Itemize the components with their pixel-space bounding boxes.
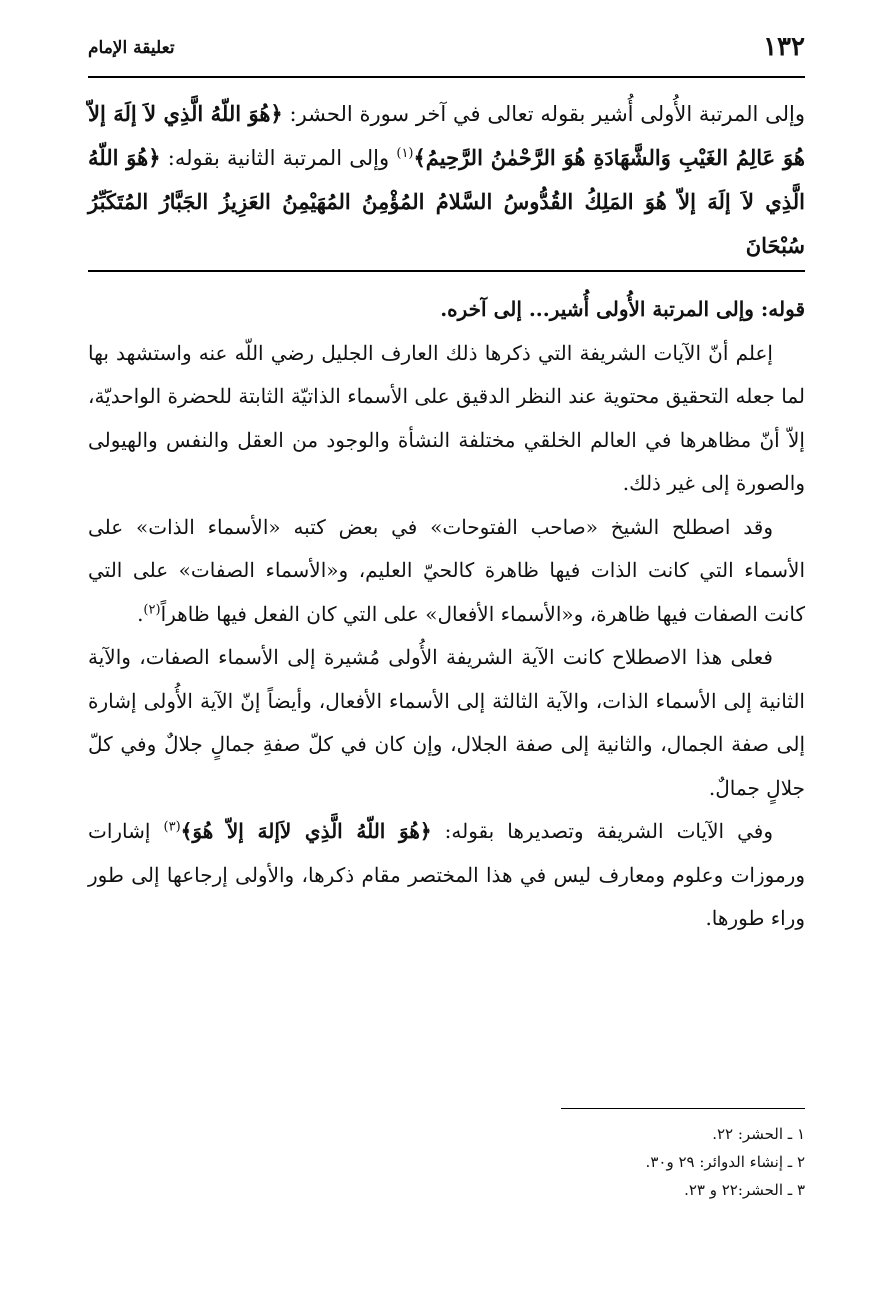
paragraph-text: . [137,601,144,626]
footnote-item: ١ ـ الحشر: ٢٢. [712,1125,805,1143]
footnote-ref[interactable]: (٣) [163,819,181,835]
paragraph-text: إشارات ورموزات وعلوم ومعارف ليس في هذا المختصر مقام ذكرها، والأولى إرجاعها إلى طور وراء طورها. [88,819,805,930]
matn-text-part: وإلى المرتبة الأُولى أُشير بقوله تعالى في آخر سورة الحشر: [282,102,805,126]
commentary-paragraph [88,506,805,637]
paragraph-text: وقد اصطلح الشيخ «صاحب الفتوحات» في بعض كتبه «الأسماء الذات» على الأسماء التي كانت الذات فيها ظاهرة كالحيّ العليم، و«الأسماء الصفات» على التي كانت الصفات فيها ظاهرة، و«الأسماء الأفعال» على التي كان الفعل فيها ظاهراً [88,514,805,626]
footnotes [88,1120,805,1204]
commentary-paragraph: فعلى هذا الاصطلاح كانت الآية الشريفة الأُولى مُشيرة إلى الأسماء الصفات، والآية الثانية إلى الأسماء الذات، والآية الثالثة إلى الأسماء الأفعال، وأيضاً إنّ الآية الأُولى إشارة إلى صفة الجمال، والثانية إلى صفة الجلال، وإن كان في كلّ صفةِ جمالٍ جلالٌ وفي كلّ جلالٍ جمالٌ. [88,645,805,800]
commentary-heading: قوله: وإلى المرتبة الأُولى أُشير... إلى آخره. [440,297,805,321]
matn-text-part: وإلى المرتبة الثانية بقوله: [160,146,397,170]
commentary-paragraph [88,810,805,941]
section-divider [88,270,805,272]
commentary-paragraph: إعلم أنّ الآيات الشريفة التي ذكرها ذلك العارف الجليل رضي اللّه عنه واستشهد بها لما جعله التحقيق محتوية عند النظر الدقيق على الأسماء الذاتيّة الثابتة للحضرة الواحديّة، إلاّ أنّ مظاهرها في العالم الخلقي مختلفة النشأة والوجود من العقل والنفس والهيولى والصورة إلى غير ذلك. [88,340,805,495]
quran-verse: ﴿هُوَ اللّهُ الَّذِي لاَ إلَهَ إلاّ هُوَ عَالِمُ الغَيْبِ وَالشَّهَادَةِ هُوَ الرَّحْمٰنُ الرَّحِيمُ﴾ [88,101,805,170]
paragraph-text: وفي الآيات الشريفة وتصديرها بقوله: [431,819,773,843]
footnote-ref[interactable]: (٢) [143,601,161,617]
page-number: ١٣٢ [763,32,805,62]
footnote-ref[interactable]: (١) [396,146,414,161]
footnote-item: ٢ ـ إنشاء الدوائر: ٢٩ و٣٠. [645,1153,805,1171]
quran-verse: ﴿هُوَ اللّهُ الَّذِي لاَإلهَ إلاّ هُوَ﴾ [180,819,432,843]
running-title: تعليقة الإمام [88,38,175,58]
footnote-divider [561,1108,805,1109]
commentary-section [88,288,805,941]
matn-text [88,92,805,268]
quran-verse: ﴿هُوَ اللّهُ الَّذِي لاَ إلَهَ إلاّ هُوَ المَلِكُ القُدُّوسُ السَّلامُ المُؤْمِنُ المُهَيْمِنُ العَزِيزُ الجَبَّارُ المُتَكَبِّرُ سُبْحَانَ [88,145,805,258]
page-header [88,28,805,68]
header-divider [88,76,805,78]
footnote-item: ٣ ـ الحشر:٢٢ و ٢٣. [684,1181,805,1199]
